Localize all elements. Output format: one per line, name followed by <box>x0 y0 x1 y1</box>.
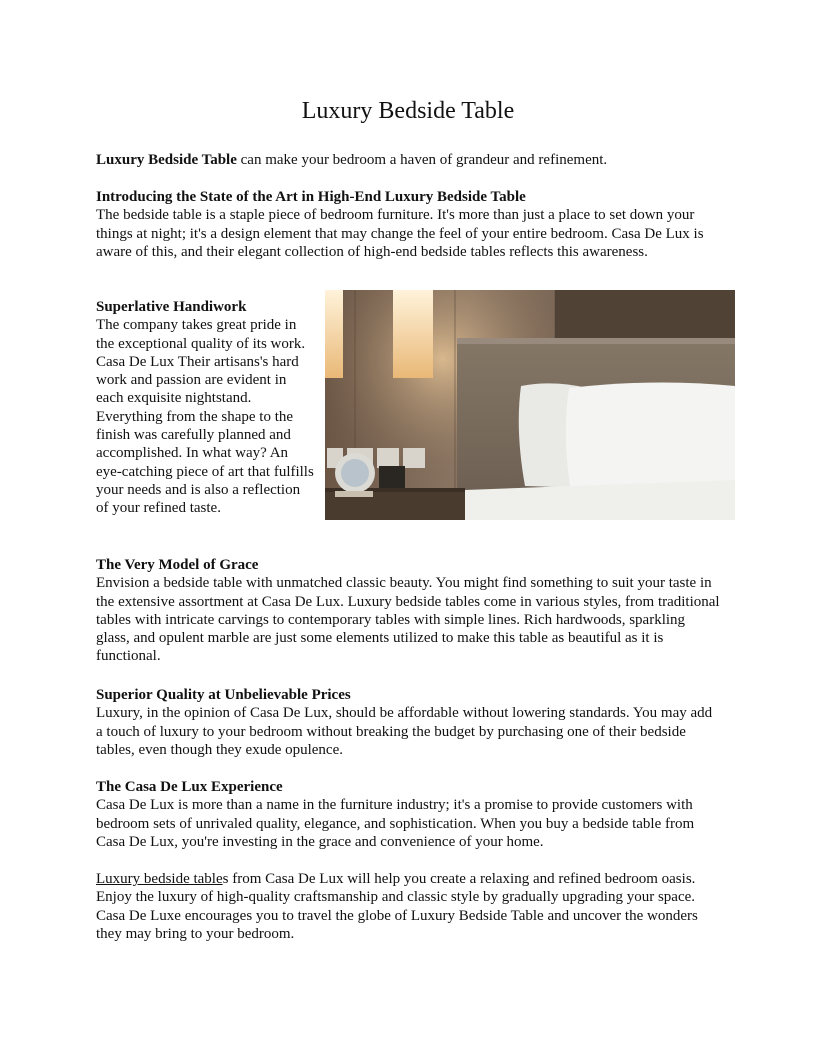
closing-paragraph <box>96 870 721 943</box>
section-introducing <box>96 188 721 261</box>
section-body: The company takes great pride in the exceptional quality of its work. Casa De Lux Their artisans's hard work and passion are evident in each exquisite nightstand. Everything from the shape to the finish was carefully planned and accomplished. In what way? An eye-catching piece of art that fulfills your needs and is also a reflection of your refined taste. <box>96 317 314 517</box>
page-title: Luxury Bedside Table <box>301 98 515 124</box>
section-quality <box>96 686 721 759</box>
intro-bold-lead: Luxury Bedside Table <box>96 152 237 168</box>
section-heading: The Casa De Lux Experience <box>96 779 283 795</box>
section-handiwork <box>96 298 314 518</box>
intro-text: can make your bedroom a haven of grandeur and refinement. <box>236 152 608 168</box>
closing-text: s from Casa De Lux will help you create a relaxing and refined bedroom oasis. Enjoy the luxury of high-quality craftsmanship and classic style by gradually upgrading your space. Casa De Luxe encourages you to travel the globe of Luxury Bedside Table and uncover the wonders they may bring to your bedroom. <box>96 871 698 942</box>
section-body: Casa De Lux is more than a name in the furniture industry; it's a promise to provide customers with bedroom sets of unrivaled quality, elegance, and sophistication. When you buy a bedside table from Casa De Lux, you're investing in the grace and convenience of your home. <box>96 797 695 850</box>
section-grace <box>96 556 721 666</box>
section-body: The bedside table is a staple piece of bedroom furniture. It's more than just a place to set down your things at night; it's a design element that may change the feel of your entire bedroom. Casa De Lux is aware of this, and their elegant collection of high-end bedside tables reflects this awareness. <box>96 207 704 260</box>
intro-paragraph <box>96 151 721 169</box>
section-heading: The Very Model of Grace <box>96 557 259 573</box>
luxury-bedside-tables-link[interactable]: Luxury bedside table <box>96 871 223 887</box>
section-experience <box>96 778 721 851</box>
section-heading: Introducing the State of the Art in High-End Luxury Bedside Table <box>96 189 526 205</box>
section-body: Luxury, in the opinion of Casa De Lux, should be affordable without lowering standards. You may add a touch of luxury to your bedroom without breaking the budget by purchasing one of their bedside tables, even though they exude opulence. <box>96 705 713 758</box>
photo-illustration <box>325 290 735 520</box>
section-body: Envision a bedside table with unmatched classic beauty. You might find something to suit your taste in the extensive assortment at Casa De Lux. Luxury bedside tables come in various styles, from traditional tables with intricate carvings to contemporary tables with simple lines. Rich hardwoods, sparkling glass, and opulent marble are just some elements utilized to make this table as beautiful as it is functional. <box>96 575 720 665</box>
section-heading: Superlative Handiwork <box>96 299 247 315</box>
bedroom-nightstand-photo <box>325 290 735 520</box>
section-heading: Superior Quality at Unbelievable Prices <box>96 687 351 703</box>
